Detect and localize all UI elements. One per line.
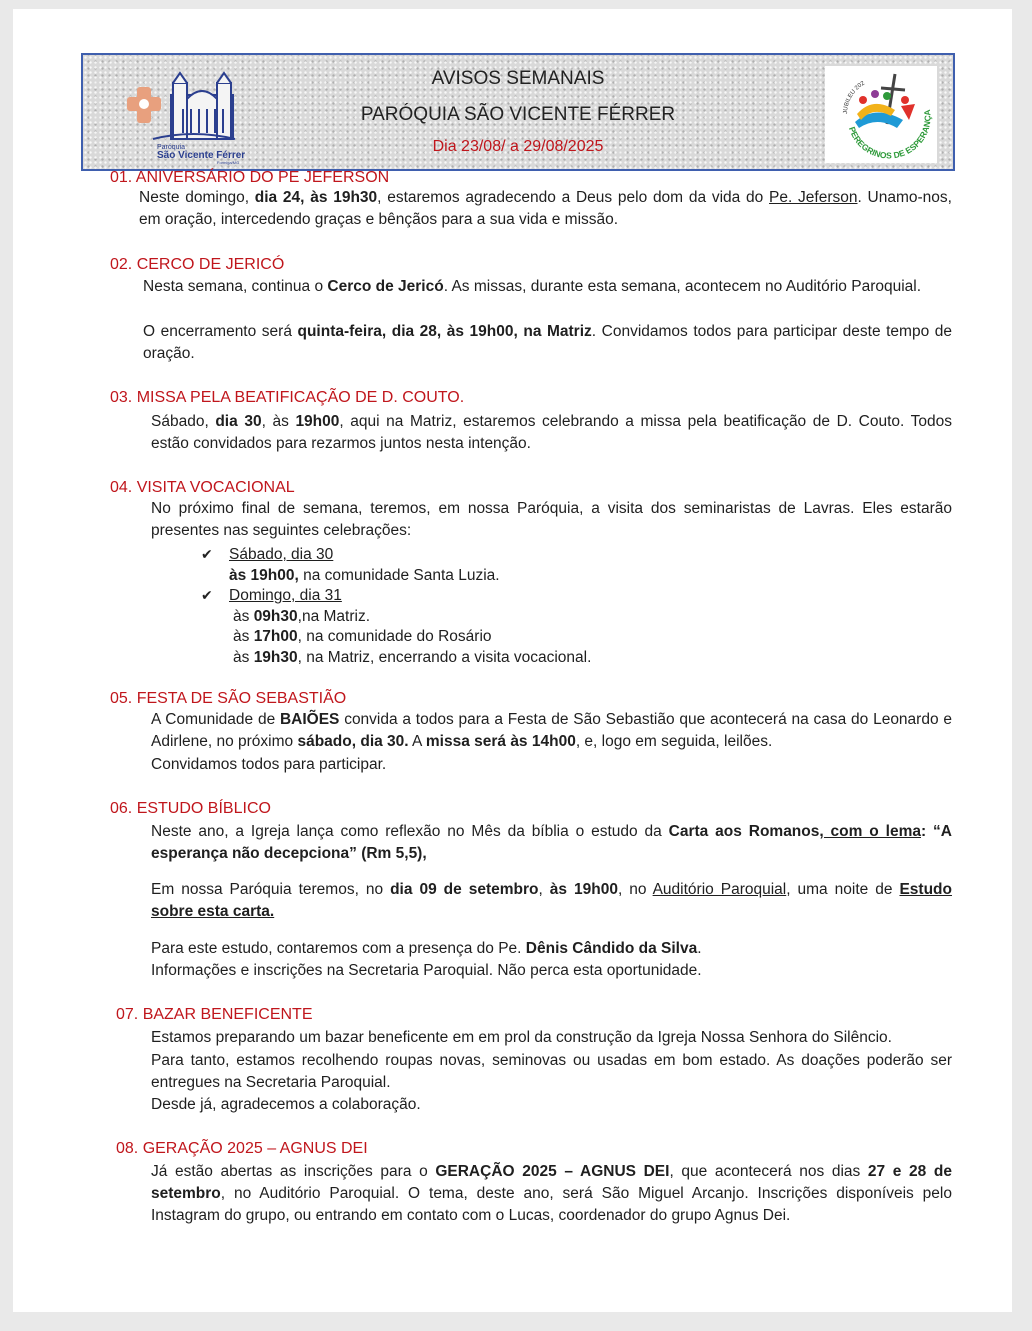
section-title-08: 08. GERAÇÃO 2025 – AGNUS DEI bbox=[116, 1140, 368, 1157]
section-text-06c: Para este estudo, contaremos com a presença do Pe. Dênis Cândido da Silva. bbox=[151, 940, 702, 957]
section-text-06a: Neste ano, a Igreja lança como reflexão no Mês da bíblia o estudo da Carta aos Romanos, com o lema: “A esperança não decepciona” (Rm 5,5), bbox=[151, 823, 952, 862]
header-title: AVISOS SEMANAIS bbox=[431, 68, 605, 89]
section-title-03: 03. MISSA PELA BEATIFICAÇÃO DE D. COUTO. bbox=[110, 389, 465, 406]
document-page bbox=[13, 9, 1012, 1312]
section-text-02a: Nesta semana, continua o Cerco de Jericó. As missas, durante esta semana, acontecem no Auditório Paroquial. bbox=[143, 278, 922, 295]
schedule-day-sunday: Domingo, dia 31 bbox=[229, 587, 342, 604]
section-title-06: 06. ESTUDO BÍBLICO bbox=[110, 800, 271, 817]
schedule-line: às 17h00, na comunidade do Rosário bbox=[233, 628, 492, 645]
section-text-03: Sábado, dia 30, às 19h00, aqui na Matriz, estaremos celebrando a missa pela beatificação de D. Couto. Todos estão convidados para rezarmos juntos nesta intenção. bbox=[151, 413, 953, 452]
document-header bbox=[81, 53, 955, 171]
section-text-07c: Desde já, agradecemos a colaboração. bbox=[151, 1096, 421, 1113]
section-text-07b: Para tanto, estamos recolhendo roupas novas, seminovas ou usadas em bom estado. As doações poderão ser entregues na Secretaria Paroquial. bbox=[151, 1052, 952, 1091]
section-title-01: 01. ANIVERSÁRIO DO PE JEFERSON bbox=[110, 169, 390, 186]
schedule-day-saturday: Sábado, dia 30 bbox=[229, 546, 334, 563]
section-text-06d: Informações e inscrições na Secretaria Paroquial. Não perca esta oportunidade. bbox=[151, 962, 702, 979]
svg-text:PEREGRINOS DE ESPERANÇA: PEREGRINOS DE ESPERANÇA bbox=[847, 109, 933, 161]
check-icon: ✔ bbox=[201, 546, 213, 562]
section-text-02b: O encerramento será quinta-feira, dia 28, às 19h00, na Matriz. Convidamos todos para participar deste tempo de oração. bbox=[143, 323, 952, 362]
svg-text:Formiga/MG: Formiga/MG bbox=[217, 160, 240, 165]
section-title-04: 04. VISITA VOCACIONAL bbox=[110, 479, 295, 496]
section-text-07a: Estamos preparando um bazar beneficente em em prol da construção da Igreja Nossa Senhora do Silêncio. bbox=[151, 1029, 892, 1046]
section-text-05b: Convidamos todos para participar. bbox=[151, 756, 387, 773]
svg-text:São Vicente Férrer: São Vicente Férrer bbox=[157, 150, 246, 161]
section-text-05: A Comunidade de BAIÕES convida a todos para a Festa de São Sebastião que acontecerá na casa do Leonardo e Adirlene, no próximo sábado, dia 30. A missa será às 14h00, e, logo em seguida, leilões. bbox=[151, 711, 952, 750]
section-text-08: Já estão abertas as inscrições para o GERAÇÃO 2025 – AGNUS DEI, que acontecerá nos dias 27 e 28 de setembro, no Auditório Paroquial. O tema, deste ano, será São Miguel Arcanjo. Inscrições disponíveis pelo Instagram do grupo, ou entrando em contato com o Lucas, coordenador do grupo Agnus Dei. bbox=[151, 1163, 952, 1224]
section-text-06b: Em nossa Paróquia teremos, no dia 09 de setembro, às 19h00, no Auditório Paroquial, uma noite de Estudo sobre esta carta. bbox=[151, 881, 952, 920]
jubilee-logo bbox=[825, 66, 937, 163]
section-text-04: No próximo final de semana, teremos, em nossa Paróquia, a visita dos seminaristas de Lavras. Eles estarão presentes nas seguintes celebrações: bbox=[151, 500, 952, 539]
section-text-01: Neste domingo, dia 24, às 19h30, estaremos agradecendo a Deus pelo dom da vida do Pe. Jeferson. Unamo-nos, em oração, intercedendo graças e bênçãos para a sua vida e missão. bbox=[139, 189, 952, 228]
schedule-line: às 19h00, na comunidade Santa Luzia. bbox=[229, 567, 500, 584]
section-title-07: 07. BAZAR BENEFICENTE bbox=[116, 1006, 313, 1023]
parish-name: PARÓQUIA SÃO VICENTE FÉRRER bbox=[360, 104, 676, 125]
schedule-line: às 19h30, na Matriz, encerrando a visita vocacional. bbox=[233, 649, 592, 666]
schedule-line: às 09h30,na Matriz. bbox=[233, 608, 370, 625]
svg-text:Paróquia: Paróquia bbox=[157, 144, 186, 151]
section-title-05: 05. FESTA DE SÃO SEBASTIÃO bbox=[110, 690, 347, 707]
svg-text:JUBILEU 2025: JUBILEU 202 bbox=[842, 80, 866, 115]
section-title-02: 02. CERCO DE JERICÓ bbox=[110, 256, 285, 273]
date-range: Dia 23/08/ a 29/08/2025 bbox=[432, 138, 604, 155]
check-icon: ✔ bbox=[201, 587, 213, 603]
